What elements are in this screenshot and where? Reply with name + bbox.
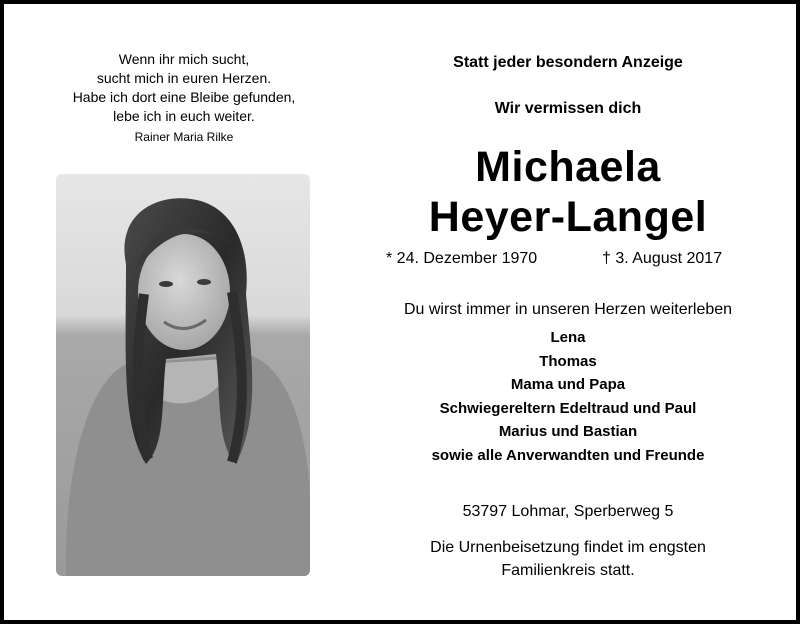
death-date: † 3. August 2017 [602, 250, 723, 267]
notice-line: Familienkreis statt. [501, 562, 635, 579]
poem-block [44, 50, 324, 146]
poem-line: sucht mich in euren Herzen. [96, 70, 272, 86]
mourner-line: Thomas [539, 352, 597, 370]
mourner-line: Marius und Bastian [498, 423, 638, 441]
portrait-photo [56, 174, 310, 576]
mourner-line: Schwiegereltern Edeltraud und Paul [439, 399, 697, 417]
mourner-line: sowie alle Anverwandten und Freunde [431, 446, 705, 464]
address: 53797 Lohmar, Sperberweg 5 [462, 503, 674, 520]
mourner-line: Mama und Papa [510, 376, 626, 394]
deceased-name [360, 142, 776, 242]
last-name: Heyer-Langel [428, 193, 708, 241]
subheader: Wir vermissen dich [494, 100, 642, 117]
mourner-line: Lena [550, 329, 586, 346]
burial-notice [360, 536, 776, 582]
poem-line: lebe ich in euch weiter. [113, 108, 255, 124]
tagline: Du wirst immer in unseren Herzen weiterleben [403, 301, 733, 318]
first-name: Michaela [475, 143, 661, 191]
announcement-header: Statt jeder besondern Anzeige [453, 54, 683, 71]
poem-line: Wenn ihr mich sucht, [118, 51, 250, 67]
mourners-list [360, 326, 776, 468]
portrait-image [56, 174, 310, 576]
poem-author: Rainer Maria Rilke [134, 130, 234, 144]
poem-line: Habe ich dort eine Bleibe gefunden, [72, 89, 296, 105]
notice-line: Die Urnenbeisetzung findet im engsten [430, 539, 706, 556]
birth-date: * 24. Dezember 1970 [386, 250, 538, 267]
